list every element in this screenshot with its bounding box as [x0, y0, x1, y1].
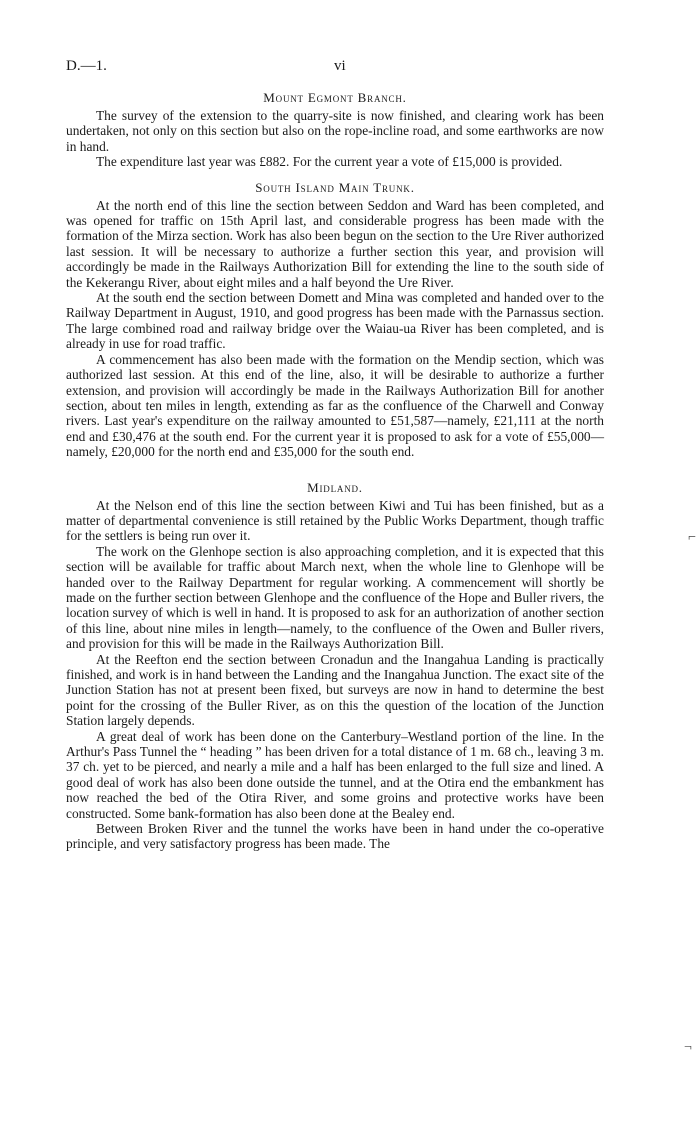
paragraph: At the north end of this line the section between Seddon and Ward has been completed, and was opened for traffic on 15th April last, and considerable progress has been made with the formation of the Mirza section. Work has also been begun on the section to the Ure River authorized last session. It will be necessary to authorize a further section this year, and provision will accordingly be made in the Railways Authorization Bill for extending the line to the south side of the Kekerangu River, about eight miles and a half beyond the Ure River.	[66, 197, 604, 290]
section-heading: Midland.	[307, 479, 363, 495]
page	[66, 58, 604, 852]
scan-margin-mark: ¬	[684, 1040, 692, 1055]
paragraph: The work on the Glenhope section is also approaching completion, and it is expected that this section will be available for traffic about March next, when the whole line to Glenhope will be handed over to the Railway Department for regular working. A commencement will shortly be made on the further section between Glenhope and the confluence of the Hope and Buller rivers, the location survey of which is well in hand. It is proposed to ask for an authorization of another section of this line, about nine miles in length—namely, to the confluence of the Owen and Buller rivers, and provision for this will be made in the Railways Authorization Bill.	[66, 543, 604, 652]
paragraph: A commencement has also been made with the formation on the Mendip section, which was authorized last session. At this end of the line, also, it will be desirable to authorize a further extension, and provision will accordingly be made in the Railways Authorization Bill for another section, about ten miles in length, extending as far as the confluence of the Charwell and Conway rivers. Last year's expenditure on the railway amounted to £51,587—namely, £21,111 at the north end and £30,476 at the south end. For the current year it is proposed to ask for a vote of £55,000—namely, £20,000 for the north end and £35,000 for the south end.	[66, 351, 604, 460]
paragraph: Between Broken River and the tunnel the works have been in hand under the co-operative principle, and very satisfactory progress has been made. The	[66, 821, 604, 852]
section-heading: Mount Egmont Branch.	[263, 90, 407, 105]
section-mount-egmont	[66, 90, 604, 170]
paragraph: The survey of the extension to the quarry-site is now finished, and clearing work has been undertaken, not only on this section but also on the rope-incline road, and some earthworks are now in hand.	[66, 108, 604, 154]
section-midland	[66, 480, 604, 852]
spacer	[66, 460, 604, 470]
paragraph: At the Nelson end of this line the section between Kiwi and Tui has been finished, but as a matter of departmental convenience is still retained by the Public Works Department, though traffic for the settlers is being run over it.	[66, 497, 604, 544]
paragraph: A great deal of work has been done on the Canterbury–Westland portion of the line. In the Arthur's Pass Tunnel the “ heading ” has been driven for a total distance of 1 m. 68 ch., leaving 3 m. 37 ch. yet to be pierced, and nearly a mile and a half has been enlarged to the full size and lined. A good deal of work has also been done outside the tunnel, and at the Otira end the embankment has now reached the bed of the Otira River, and some groins and protective works have been constructed. Some bank-formation has also been done at the Bealey end.	[66, 728, 604, 821]
paragraph: At the south end the section between Domett and Mina was completed and handed over to the Railway Department in August, 1910, and good progress has been made with the Parnassus section. The large combined road and railway bridge over the Waiau-ua River has been completed, and is already in use for road traffic.	[66, 290, 604, 352]
page-header	[66, 58, 604, 80]
document-reference: D.—1.	[66, 58, 107, 74]
paragraph: At the Reefton end the section between Cronadun and the Inangahua Landing is practically finished, and work is in hand between the Landing and the Inangahua Junction. The exact site of the Junction Station has not at present been fixed, but surveys are now in hand to determine the best point for the crossing of the Buller River, as on this the question of the location of the Junction Station largely depends.	[66, 651, 604, 729]
section-heading: South Island Main Trunk.	[255, 179, 415, 195]
scan-margin-mark: ⌐	[688, 530, 696, 545]
page-number: vi	[334, 58, 346, 74]
paragraph: The expenditure last year was £882. For the current year a vote of £15,000 is provided.	[96, 154, 563, 170]
section-south-island-main-trunk	[66, 180, 604, 460]
